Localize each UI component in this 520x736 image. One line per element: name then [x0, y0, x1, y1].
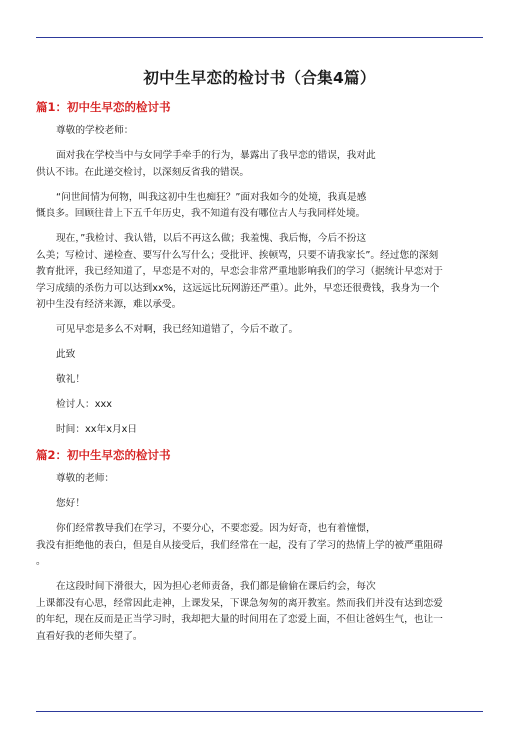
- paragraph: [36, 521, 483, 571]
- paragraph: [36, 190, 483, 223]
- paragraph: [36, 397, 483, 414]
- paragraph-line: 时间：xx年x月x日: [56, 424, 138, 435]
- paragraph: [36, 422, 483, 439]
- paragraph-line: 现在，”我检讨、我认错，以后不再这么做；我羞愧、我后悔，今后不扮这: [56, 233, 367, 244]
- paragraph-line: 面对我在学校当中与女同学手牵手的行为，暴露出了我早恋的错误，我对此: [56, 150, 376, 161]
- paragraph-line: 上课都没有心思，经常因此走神，上课发呆，下课急匆匆的离开教室。然而我们并没有达到恋爱: [36, 597, 443, 609]
- paragraph: [36, 372, 483, 389]
- paragraph-line: 学习成绩的杀伤力可以达到xx%，这远远比玩网游还严重）。此外，早恋还很费钱，我身为一个: [36, 282, 440, 294]
- document-title: 初中生早恋的检讨书（合集4篇）: [143, 69, 376, 87]
- paragraph-line: 么美；写检讨、递检查、要写什么写什么；受批评、挨顿骂，只要不请我家长”。经过您的深刻: [36, 249, 439, 261]
- paragraph: [36, 347, 483, 364]
- paragraph-line: 敬礼！: [56, 374, 86, 385]
- paragraph: [36, 496, 483, 513]
- paragraph: [36, 579, 483, 645]
- paragraph-line: 尊敬的老师：: [56, 473, 115, 484]
- paragraph-line: 在这段时间下滑很大，因为担心老师责备，我们都是偷偷在课后约会，每次: [56, 581, 376, 592]
- paragraph-line: 此致: [56, 349, 76, 360]
- paragraph-line: 您好！: [56, 498, 86, 509]
- paragraph-line: “问世间情为何物，叫我这初中生也痴狂？”面对我如今的处境，我真是感: [56, 191, 367, 203]
- paragraph: [36, 471, 483, 488]
- paragraph-line: 可见早恋是多么不对啊，我已经知道错了，今后不敢了。: [56, 324, 299, 335]
- paragraph-line: 尊敬的学校老师：: [56, 125, 134, 136]
- header-rule: [36, 37, 483, 38]
- section-heading: 篇2：初中生早恋的检讨书: [36, 448, 171, 462]
- section-1: [36, 99, 483, 439]
- paragraph: [36, 123, 483, 140]
- document-content: [36, 66, 483, 654]
- paragraph: [36, 322, 483, 339]
- paragraph-line: 的年纪，现在反而是正当学习时，我却把大量的时间用在了恋爱上面，不但让爸妈生气，也让一: [36, 614, 443, 625]
- paragraph-line: 初中生没有经济来源，难以承受。: [36, 299, 182, 310]
- paragraph: [36, 231, 483, 314]
- paragraph-line: 检讨人：xxx: [56, 399, 112, 410]
- paragraph-line: 我没有拒绝他的表白，但是自从接受后，我们经常在一起，没有了学习的热情上学的被严重阻碍: [36, 539, 443, 551]
- section-heading: 篇1：初中生早恋的检讨书: [36, 100, 171, 114]
- paragraph: [36, 148, 483, 181]
- footer-rule: [36, 711, 483, 712]
- section-2: [36, 447, 483, 645]
- paragraph-line: 。: [36, 556, 46, 567]
- paragraph-line: 供认不讳。在此递交检讨，以深刻反省我的错误。: [36, 166, 250, 178]
- paragraph-line: 慨良多。回顾往昔上下五千年历史，我不知道有没有哪位古人与我同样处境。: [36, 208, 366, 219]
- paragraph-line: 教育批评，我已经知道了，早恋是不对的，早恋会非常严重地影响我们的学习（据统计早恋对于: [36, 266, 443, 277]
- paragraph-line: 直看好我的老师失望了。: [36, 630, 143, 642]
- sections-container: [36, 99, 483, 645]
- paragraph-line: 你们经常教导我们在学习，不要分心，不要恋爱。因为好奇，也有着憧憬，: [56, 523, 376, 534]
